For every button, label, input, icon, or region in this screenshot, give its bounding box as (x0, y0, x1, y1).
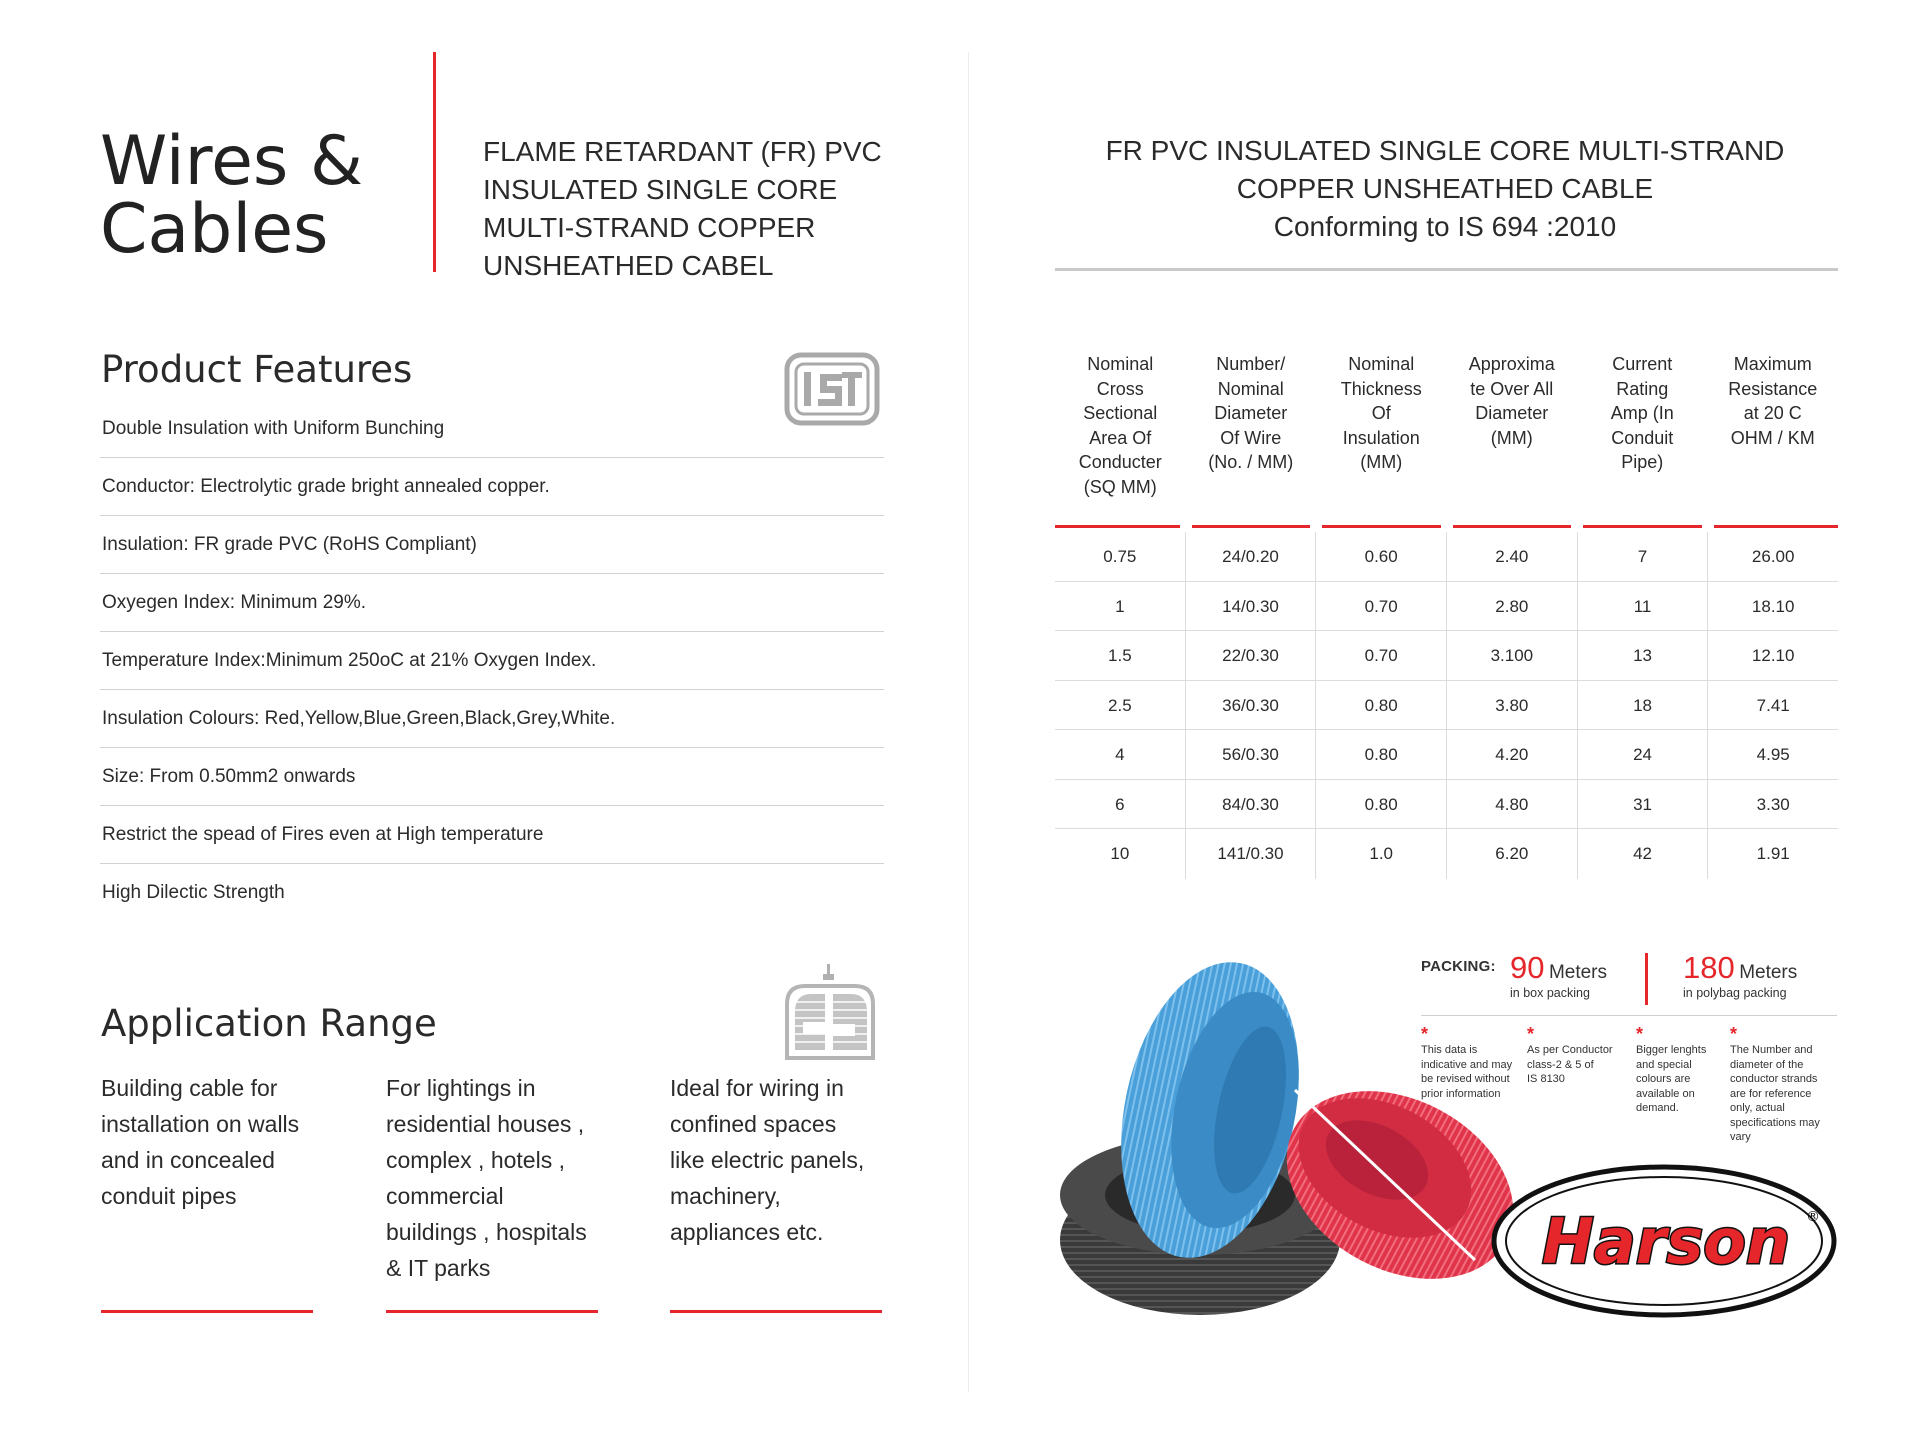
application-line: commercial (386, 1183, 504, 1209)
feature-item: High Dilectic Strength (102, 882, 285, 903)
cable-coils-image (1055, 940, 1535, 1330)
polybag-packing (1683, 950, 1797, 1000)
application-underline (670, 1310, 882, 1313)
application-underline (101, 1310, 313, 1313)
table-title (1055, 132, 1835, 246)
subtitle-line: MULTI-STRAND COPPER (483, 212, 816, 243)
application-heading: Application Range (101, 1002, 437, 1045)
feature-item: Oxyegen Index: Minimum 29%. (100, 574, 884, 632)
packing-label: PACKING: (1421, 958, 1496, 975)
header-line: Nominal (1087, 354, 1154, 374)
table-cell: 1.5 (1055, 631, 1186, 680)
header-cell (1577, 352, 1708, 528)
note-line: colours are (1636, 1073, 1691, 1085)
header-underline (1192, 525, 1311, 528)
table-row (1055, 780, 1838, 830)
table-cell: 24 (1578, 730, 1709, 779)
header-line: Nominal (1348, 354, 1415, 374)
title-rule (1055, 268, 1838, 271)
header-line: Area Of (1089, 427, 1152, 448)
table-title-line: Conforming to IS 694 :2010 (1273, 211, 1617, 242)
header-line: Cross (1096, 378, 1144, 399)
table-cell: 1 (1055, 582, 1186, 631)
header-underline (1453, 525, 1572, 528)
table-cell: 0.80 (1316, 780, 1447, 829)
feature-item: Conductor: Electrolytic grade bright annealed copper. (100, 458, 884, 516)
page-title (100, 122, 420, 269)
header-cell (1055, 352, 1186, 528)
table-cell: 31 (1578, 780, 1709, 829)
note-line: class-2 & 5 of (1527, 1058, 1594, 1071)
header-line: Nominal (1217, 378, 1284, 399)
note-line: conductor strands (1730, 1073, 1818, 1085)
title-line-1: Wires & (100, 122, 364, 201)
header-line: Of (1371, 403, 1391, 423)
note-line: and special (1636, 1058, 1692, 1071)
header-text (1318, 352, 1445, 475)
feature-item: Double Insulation with Uniform Bunching (100, 400, 884, 458)
table-cell: 36/0.30 (1186, 681, 1317, 730)
header-line: Thickness (1340, 378, 1422, 399)
title-line-2: Cables (100, 190, 329, 269)
table-row (1055, 582, 1838, 632)
note-line: diameter of the (1730, 1058, 1804, 1071)
application-line: installation on walls (101, 1111, 300, 1137)
packing-rule (1421, 1015, 1837, 1016)
feature-item: Size: From 0.50mm2 onwards (100, 748, 884, 806)
header-line: (No. / MM) (1208, 452, 1294, 472)
table-cell: 0.70 (1316, 631, 1447, 680)
table-cell: 24/0.20 (1186, 532, 1317, 581)
features-heading: Product Features (101, 348, 413, 391)
table-cell: 1.91 (1756, 844, 1790, 863)
spec-table (1055, 352, 1838, 879)
table-cell: 1.0 (1316, 829, 1447, 879)
note-line: Bigger lenghts (1636, 1044, 1707, 1056)
note-line: specifications may (1730, 1116, 1820, 1129)
table-cell: 18 (1578, 681, 1709, 730)
note-item (1421, 1025, 1529, 1101)
polybag-unit: Meters (1739, 962, 1798, 983)
asterisk-icon: * (1527, 1024, 1535, 1044)
header-line: Rating (1616, 378, 1669, 399)
application-line: Ideal for wiring in (670, 1075, 844, 1101)
table-cell: 2.5 (1055, 681, 1186, 730)
header-line: Conduit (1611, 427, 1674, 448)
brand-name: Harson (1542, 1205, 1790, 1278)
header-text (1057, 352, 1184, 499)
table-cell: 0.80 (1316, 730, 1447, 779)
header-cell (1447, 352, 1578, 528)
table-cell: 56/0.30 (1186, 730, 1317, 779)
box-length: 90 (1510, 950, 1545, 985)
header-line: Current (1612, 354, 1673, 374)
application-line: like electric panels, (670, 1147, 865, 1173)
harson-logo (1490, 1163, 1838, 1319)
table-cell: 7.41 (1756, 695, 1790, 715)
table-cell: 3.30 (1756, 794, 1790, 814)
header-line: Conducter (1078, 452, 1162, 472)
table-cell: 0.80 (1316, 681, 1447, 730)
application-line: complex , hotels , (386, 1147, 565, 1173)
feature-item: Restrict the spead of Fires even at High temperature (100, 806, 884, 864)
note-item (1730, 1025, 1838, 1145)
header-underline (1583, 525, 1702, 528)
application-line: appliances etc. (670, 1219, 824, 1245)
title-divider (433, 52, 436, 272)
table-cell: 10 (1055, 829, 1186, 879)
polybag-length: 180 (1683, 950, 1735, 985)
table-cell: 22/0.30 (1186, 631, 1317, 680)
note-line: IS 8130 (1527, 1073, 1565, 1085)
application-line: machinery, (670, 1183, 781, 1209)
application-line: conduit pipes (101, 1183, 237, 1209)
table-cell: 4.95 (1756, 745, 1790, 764)
page-divider (968, 52, 969, 1392)
header-line: Pipe) (1621, 452, 1664, 472)
asterisk-icon: * (1636, 1024, 1644, 1044)
table-cell: 3.80 (1447, 681, 1578, 730)
table-cell: 11 (1578, 582, 1709, 631)
table-row (1055, 829, 1838, 879)
table-row (1055, 681, 1838, 731)
application-column-1 (101, 1070, 331, 1214)
table-row (1055, 631, 1838, 681)
table-cell: 2.80 (1447, 582, 1578, 631)
header-line: Diameter (1475, 403, 1549, 423)
application-line: buildings , hospitals (386, 1219, 587, 1245)
table-cell: 4 (1055, 730, 1186, 779)
polybag-caption: in polybag packing (1683, 986, 1787, 1000)
header-underline (1055, 525, 1180, 528)
building-icon (781, 962, 879, 1062)
application-underline (386, 1310, 598, 1313)
table-cell: 0.60 (1316, 532, 1447, 581)
application-line: residential houses , (386, 1111, 585, 1137)
header-line: Sectional (1083, 403, 1158, 423)
header-line: Maximum (1733, 354, 1812, 374)
header-line: (MM) (1360, 452, 1403, 472)
table-cell: 4.80 (1447, 780, 1578, 829)
header-line: at 20 C (1743, 403, 1802, 423)
header-underline (1714, 525, 1839, 528)
application-line: and in concealed (101, 1147, 275, 1173)
header-line: Insulation (1342, 427, 1420, 448)
feature-item: Insulation Colours: Red,Yellow,Blue,Green,Black,Grey,White. (100, 690, 884, 748)
table-row (1055, 730, 1838, 780)
registered-mark: ® (1806, 1209, 1820, 1225)
note-line: are for reference (1730, 1087, 1812, 1100)
table-cell: 2.40 (1447, 532, 1578, 581)
table-cell: 13 (1578, 631, 1709, 680)
table-cell: 84/0.30 (1186, 780, 1317, 829)
note-line: As per Conductor (1527, 1044, 1613, 1056)
header-cell (1316, 352, 1447, 528)
table-cell: 7 (1578, 532, 1709, 581)
header-text (1710, 352, 1837, 450)
note-line: available on (1636, 1087, 1695, 1100)
asterisk-icon: * (1730, 1024, 1738, 1044)
application-line: & IT parks (386, 1255, 491, 1281)
subtitle-line: UNSHEATHED CABEL (483, 250, 774, 281)
header-line: Diameter (1214, 403, 1288, 423)
note-line: indicative and may (1421, 1058, 1513, 1071)
application-line: confined spaces (670, 1111, 837, 1137)
application-column-3 (670, 1070, 900, 1250)
table-cell: 4.20 (1447, 730, 1578, 779)
header-line: Of Wire (1220, 427, 1282, 448)
header-line: Resistance (1728, 378, 1818, 399)
header-line: (SQ MM) (1083, 476, 1157, 497)
feature-item: Insulation: FR grade PVC (RoHS Compliant) (100, 516, 884, 574)
table-cell: 42 (1578, 829, 1709, 879)
header-text (1449, 352, 1576, 450)
application-line: For lightings in (386, 1075, 536, 1101)
note-item (1636, 1025, 1726, 1116)
table-cell: 12.10 (1751, 646, 1795, 665)
header-line: te Over All (1470, 378, 1554, 399)
application-column-2 (386, 1070, 616, 1286)
application-line: Building cable for (101, 1075, 278, 1101)
table-header (1055, 352, 1838, 528)
product-subtitle (483, 133, 923, 285)
note-item (1527, 1025, 1631, 1087)
note-line: vary (1730, 1131, 1751, 1143)
header-cell (1186, 352, 1317, 528)
note-line: only, actual (1730, 1102, 1785, 1114)
table-title-line: FR PVC INSULATED SINGLE CORE MULTI-STRAND (1105, 135, 1785, 166)
header-text (1579, 352, 1706, 475)
table-title-line: COPPER UNSHEATHED CABLE (1236, 173, 1654, 204)
table-cell: 6 (1055, 780, 1186, 829)
note-line: This data is (1421, 1044, 1478, 1056)
note-line: The Number and (1730, 1044, 1813, 1056)
header-text (1188, 352, 1315, 475)
subtitle-line: INSULATED SINGLE CORE (483, 174, 838, 205)
table-cell: 26.00 (1751, 547, 1795, 566)
feature-item: Temperature Index:Minimum 250oC at 21% Oxygen Index. (100, 632, 884, 690)
subtitle-line: FLAME RETARDANT (FR) PVC (483, 136, 882, 167)
features-list (100, 400, 884, 922)
table-cell: 141/0.30 (1186, 829, 1317, 879)
note-line: be revised without (1421, 1073, 1510, 1085)
header-line: Amp (In (1610, 403, 1674, 423)
header-cell (1708, 352, 1839, 528)
asterisk-icon: * (1421, 1024, 1429, 1044)
table-cell: 14/0.30 (1186, 582, 1317, 631)
table-cell: 18.10 (1751, 596, 1795, 616)
header-line: (MM) (1490, 427, 1533, 448)
table-cell: 3.100 (1447, 631, 1578, 680)
note-line: prior information (1421, 1087, 1501, 1100)
box-unit: Meters (1548, 962, 1608, 983)
header-line: OHM / KM (1730, 427, 1815, 448)
table-cell: 0.75 (1055, 532, 1186, 581)
header-underline (1322, 525, 1441, 528)
table-cell: 6.20 (1447, 829, 1578, 879)
header-line: Approxima (1468, 354, 1555, 374)
header-line: Number/ (1216, 354, 1286, 374)
box-caption: in box packing (1510, 986, 1590, 1000)
packing-divider (1645, 953, 1648, 1005)
note-line: demand. (1636, 1102, 1679, 1114)
table-row (1055, 532, 1838, 582)
box-packing (1510, 950, 1607, 1000)
table-cell: 0.70 (1316, 582, 1447, 631)
